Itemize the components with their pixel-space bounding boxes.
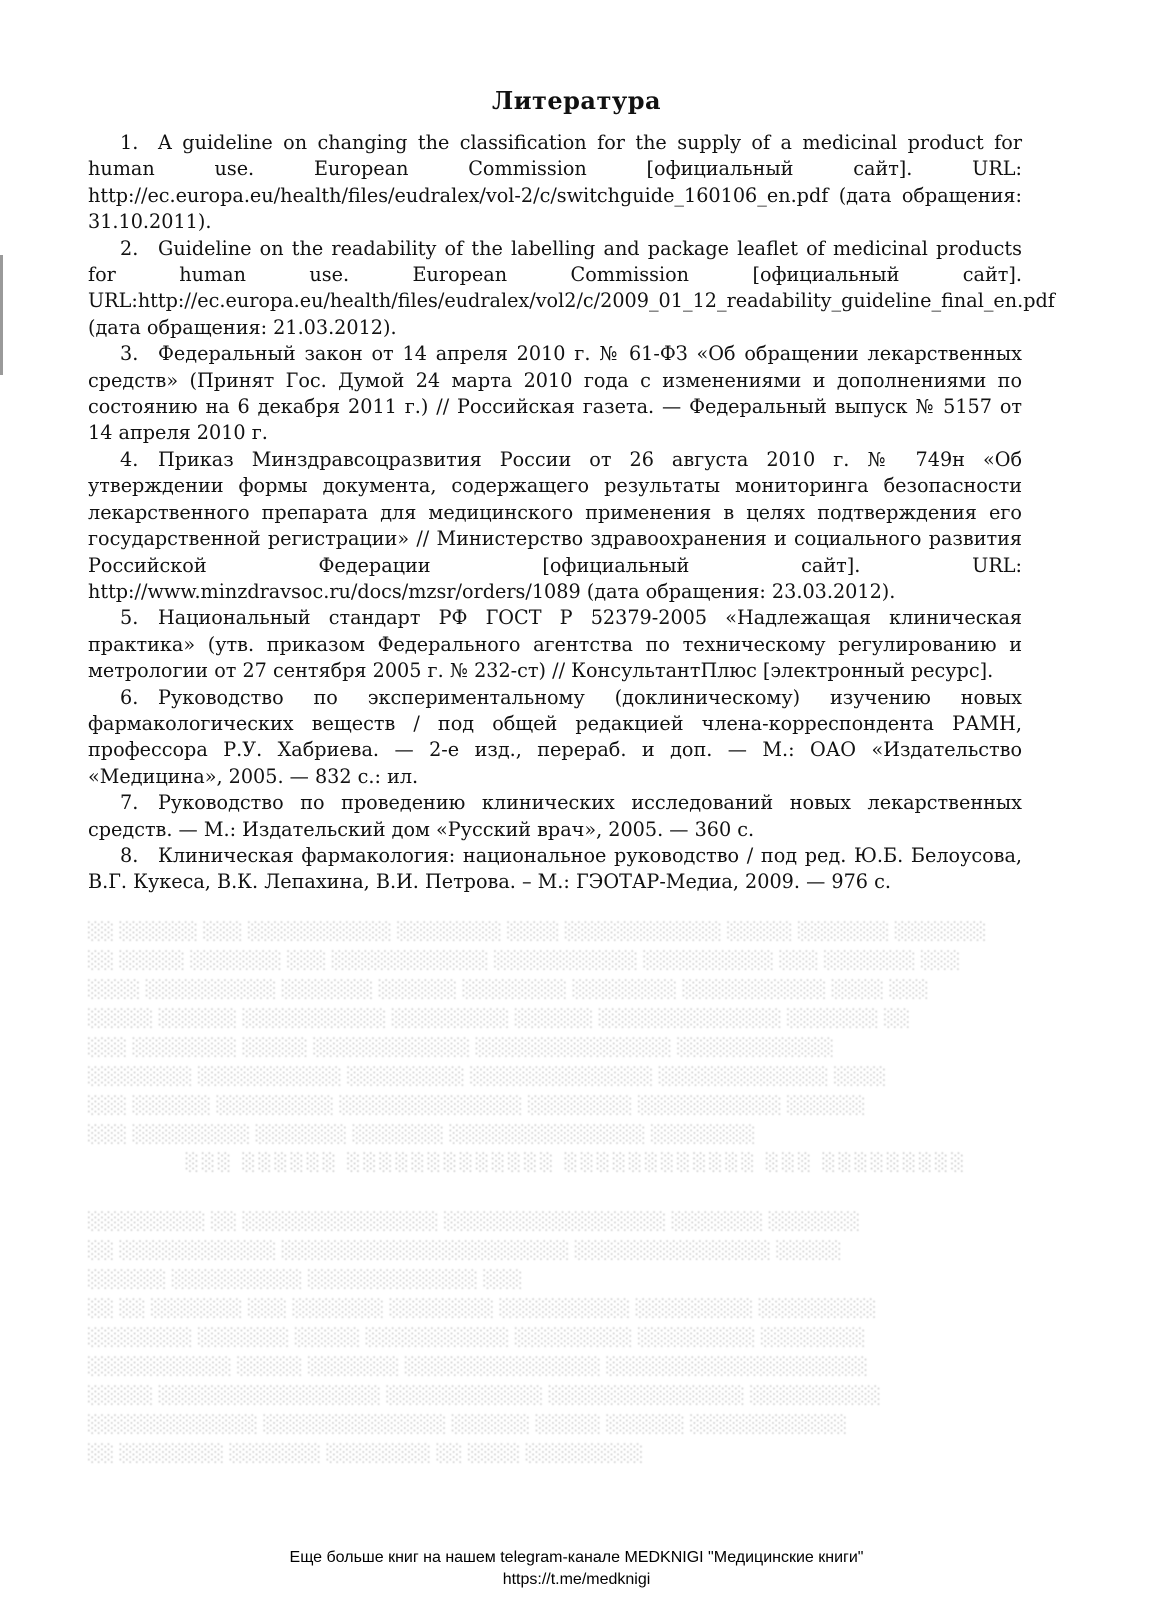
reference-text: Руководство по экспериментальному (доклиническому) изучению новых фармакологических веществ / под общей редакцией члена-корреспондента РАМН, профессора Р.У. Хабриева. — 2-е изд., перераб. и доп. — М.: ОАО «Издательство «Медицина», 2005. — 832 с.: ил. (88, 685, 1022, 788)
reference-number: 5. (120, 606, 139, 630)
page-title: Литература (491, 86, 662, 116)
reference-item (88, 236, 1055, 342)
reference-number: 3. (120, 342, 139, 366)
reference-item (88, 341, 1022, 447)
reference-number: 4. (120, 447, 139, 471)
reference-item (88, 843, 1022, 896)
footer-promo (0, 1547, 1153, 1591)
reference-number: 1. (120, 131, 139, 154)
reference-text: Национальный стандарт РФ ГОСТ Р 52379-2005 «Надлежащая клиническая практика» (утв. приказом Федерального агентства по техническому регулированию и метрологии от 27 сентября 2005 г. № 232-ст) // КонсультантПлюс [электронный ресурс]. (88, 606, 1022, 683)
reference-text: Клиническая фармакология: национальное руководство / под ред. Ю.Б. Белоусова, В.Г. Кукеса, В.К. Лепахина, В.И. Петрова. – М.: ГЭОТАР-Медиа, 2009. — 976 с. (88, 843, 1022, 894)
reference-list (88, 130, 1055, 896)
reference-number: 8. (120, 843, 139, 867)
scan-edge-mark (0, 255, 3, 375)
footer-telegram-text: Еще больше книг на нашем telegram-канале MEDKNIGI "Медицинские книги" (289, 1549, 864, 1566)
footer-telegram-link[interactable]: https://t.me/medknigi (502, 1571, 651, 1588)
reference-text: Руководство по проведению клинических исследований новых лекарственных средств. — М.: Издательский дом «Русский врач», 2005. — 360 с. (88, 791, 1022, 841)
bleed-through-block: ░░░░░░░░░ ░░ ░░░░░░░░░░░░░░░ ░░░░░░░░░░░░░░░░░ ░░░░░░░ ░░░░░░░ ░░ ░░░░░░░░░░░░ ░░░░░░░░░░░░░░░░░░░░░░ ░░░░░░░░░░░░░░░ ░░░░░ ░░░░░░ ░░░░░░░░░░ ░░░░░░░░░░░░░ ░░░ ░░ ░░ ░░░░░░░ ░░░ ░░░░░░░ ░░░░░░░░ ░░░░░░░░░░ ░░░░░░░░░ ░░░░░░░░░ ░░░░░░░░ ░░░░░░░ ░░░░░ ░░░░░░░░░░░ ░░░░░░░░░ ░░░░░░░░░ ░░░░░░░░ ░░░░░░░░░░░ ░░░░░ ░░░░░░░ ░░░░░░░░░░░░░░░ ░░░░░░░░░░░░░░░░░░░░ ░░░░░ ░░░░░░░░░░░░░░░░░ ░░░░░░░░░░░░ ░░░░░░░░░░░░░░░ ░░░░░░░░░░ ░░░░░░░░░░░░░ ░░░░░░░░░░░░░░ ░░░░░░ ░░░░░ ░░░░░░ ░░░░░░░░░░░░ ░░ ░░░░░░░░ ░░░░░░░ ░░░░░░░░ ░░ ░░░░ ░░░░░░░░░ (88, 1212, 881, 1464)
reference-item (88, 605, 1022, 684)
reference-item (88, 130, 1022, 236)
reference-item (88, 447, 1022, 605)
bleed-through-block: ░░ ░░░░░░ ░░░ ░░░░░░░░░░░ ░░░░░░░░ ░░░░ ░░░░░░░░░░░░ ░░░░░ ░░░░░░░ ░░░░░░░ ░░ ░░░░░ ░░░░░░░ ░░░ ░░░░░░░░░░░░ ░░░░░░░░░░░ ░░░░░░░░░░ ░░░ ░░░░░░░ ░░░ ░░░░ ░░░░░░░░░░ ░░░░░░░ ░░░░░░ ░░░░░░░░ ░░░░░░░░ ░░░░░░░░░░░ ░░░░ ░░░ ░░░░░ ░░░░░░ ░░░░░░░░░░░ ░░░░░░░░░ ░░░░░░ ░░░░░░░░░░░░░░ ░░░░░░░ ░░ ░░░ ░░░░░░░░ ░░░░░ ░░░░░░░░░░░░ ░░░░░░░░░░░░░░░ ░░░░░░░░░░░░ ░░░░░░░░ ░░░░░░░░░░░ ░░░░░░░░░ ░░░░░░░░░░░░░░ ░░░░░░░░░░░░░ ░░░░ ░░░ ░░░░░░ ░░░░░░░░░ ░░░░░░░░░░░░░░ ░░░░░░░░ ░░░░░░░░░░░ ░░░░░░ ░░░ ░░░░░░░░░ ░░░░░░░ ░░░░░░░ ░░░░░░░░░░░░░░░ ░░░░░░░░ (88, 922, 987, 1145)
reference-text: Приказ Минздравсоцразвития России от 26 августа 2010 г. № 749н «Об утверждении формы документа, содержащего результаты мониторинга безопасности лекарственного препарата для медицинского применения в целях подтверждения его государственной регистрации» // Министерство здравоохранения и социального развития Российской Федерации [официальный сайт]. URL: http://www.minzdravsoc.ru/docs/mzsr/orders/1089 (дата обращения: 23.03.2012). (88, 447, 1022, 603)
reference-number: 7. (120, 791, 139, 815)
reference-item (88, 685, 1022, 791)
reference-item (88, 790, 1022, 843)
reference-number: 2. (120, 236, 139, 260)
reference-text: Федеральный закон от 14 апреля 2010 г. № 61-ФЗ «Об обращении лекарственных средств» (Принят Гос. Думой 24 марта 2010 года с изменениями и дополнениями по состоянию на 6 декабря 2011 г.) // Российская газета. — Федеральный выпуск № 5157 от 14 апреля 2010 г. (88, 342, 1022, 445)
reference-text: Guideline on the readability of the labelling and package leaflet of medicinal products for human use. European Commission [официальный сайт]. URL:http://ec.europa.eu/health/files/eudralex/vol2/c/2009_01_12_readability_guideline_final_en.pdf (дата обращения: 21.03.2012). (88, 236, 1055, 339)
reference-text: A guideline on changing the classification for the supply of a medicinal product for human use. European Commission [официальный сайт]. URL: http://ec.europa.eu/health/files/eudralex/vol-2/c/switchguide_160106_en.pdf (дата обращения: 31.10.2011). (88, 131, 1022, 234)
bleed-through-heading: ░░░ ░░░░░░ ░░░░░░░░░░░░░ ░░░░░░░░░░░░ ░░░ ░░░░░░░░░ (185, 1153, 968, 1173)
reference-number: 6. (120, 685, 139, 709)
